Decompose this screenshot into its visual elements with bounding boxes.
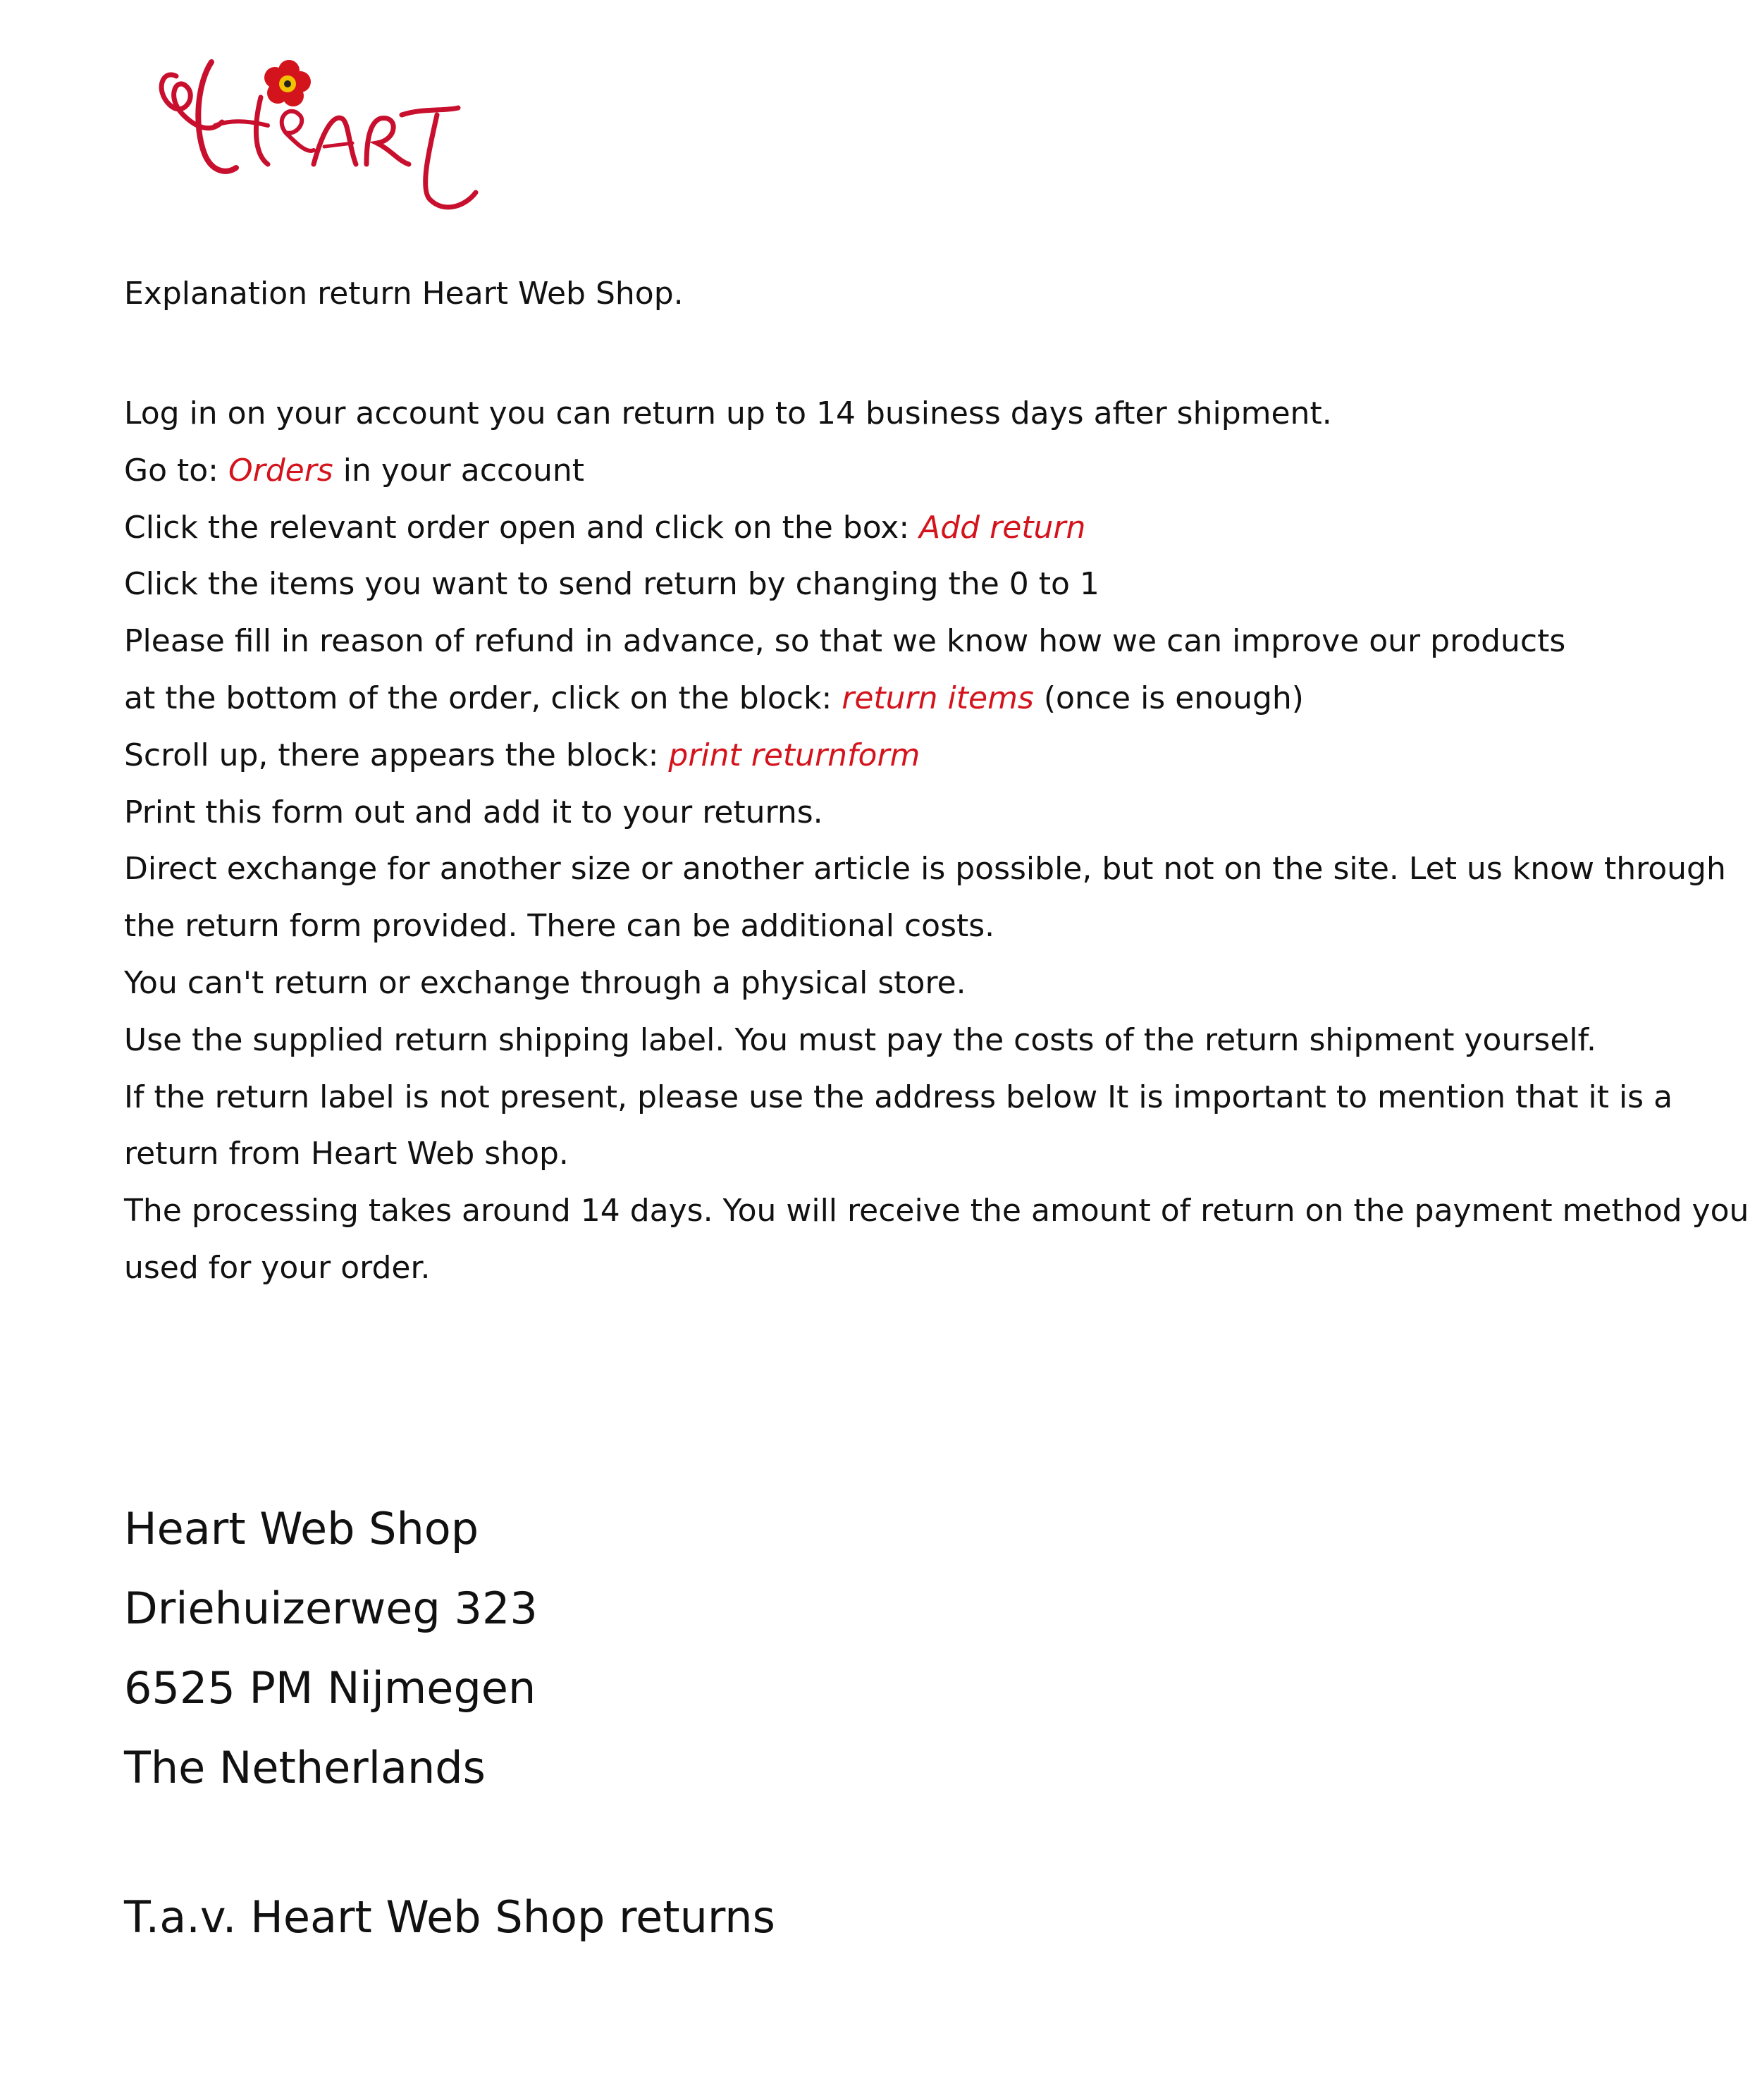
logo-t-stem bbox=[426, 115, 476, 207]
instruction-line: Log in on your account you can return up to 14 business days after shipment. bbox=[124, 395, 1332, 431]
logo-t-bar bbox=[402, 108, 458, 115]
instruction-line: return from Heart Web shop. bbox=[124, 1136, 569, 1172]
instruction-line: Please fill in reason of refund in advance, so that we know how we can improve our products bbox=[124, 623, 1566, 660]
instruction-line: If the return label is not present, please use the address below It is important to mention that it is a bbox=[124, 1079, 1673, 1115]
instruction-line: the return form provided. There can be additional costs. bbox=[124, 908, 995, 945]
instruction-line bbox=[124, 727, 1738, 785]
address-country: The Netherlands bbox=[124, 1742, 486, 1793]
address-city: 6525 PM Nijmegen bbox=[124, 1662, 536, 1714]
instruction-line bbox=[124, 670, 1738, 727]
instruction-text: Click the relevant order open and click on the box: bbox=[124, 509, 920, 546]
print-returnform-highlight: print returnform bbox=[668, 737, 920, 773]
instruction-text: at the bottom of the order, click on the block: bbox=[124, 680, 842, 716]
page-title: Explanation return Heart Web Shop. bbox=[124, 276, 684, 312]
logo-s-swirl bbox=[161, 75, 222, 128]
instruction-line: The processing takes around 14 days. You will receive the amount of return on the payment method you bbox=[124, 1193, 1749, 1229]
instruction-line bbox=[124, 500, 1738, 557]
logo-h-right bbox=[256, 97, 268, 164]
instruction-text: Scroll up, there appears the block: bbox=[124, 737, 669, 773]
orders-highlight: Orders bbox=[228, 452, 333, 489]
heart-logo-graphic bbox=[155, 48, 479, 217]
instruction-line: Use the supplied return shipping label. You must pay the costs of the return shipment yourself. bbox=[124, 1021, 1596, 1058]
attention-line: T.a.v. Heart Web Shop returns bbox=[124, 1891, 775, 1943]
flower-icon bbox=[264, 60, 311, 106]
return-address bbox=[124, 1489, 538, 1807]
instruction-line: You can't return or exchange through a physical store. bbox=[124, 964, 966, 1001]
return-instructions bbox=[124, 386, 1749, 1297]
instruction-line bbox=[124, 443, 1738, 500]
heart-logo bbox=[155, 48, 479, 217]
address-name: Heart Web Shop bbox=[124, 1503, 479, 1554]
logo-a bbox=[314, 118, 356, 164]
instruction-text: (once is enough) bbox=[1033, 680, 1304, 716]
logo-a-bar bbox=[324, 143, 352, 147]
instruction-text: in your account bbox=[333, 452, 585, 489]
add-return-highlight: Add return bbox=[919, 509, 1086, 546]
instruction-line: Direct exchange for another size or another article is possible, but not on the site. Let us know through bbox=[124, 851, 1726, 888]
address-street: Driehuizerweg 323 bbox=[124, 1583, 538, 1634]
logo-h-stem bbox=[198, 62, 236, 171]
instruction-text: Go to: bbox=[124, 452, 228, 489]
instruction-line: Print this form out and add it to your returns. bbox=[124, 794, 823, 830]
return-items-highlight: return items bbox=[842, 680, 1034, 716]
logo-r bbox=[366, 118, 409, 164]
logo-h-bar bbox=[215, 121, 268, 125]
instruction-line: used for your order. bbox=[124, 1249, 431, 1286]
logo-e bbox=[282, 111, 314, 151]
instruction-line: Click the items you want to send return by changing the 0 to 1 bbox=[124, 566, 1099, 603]
